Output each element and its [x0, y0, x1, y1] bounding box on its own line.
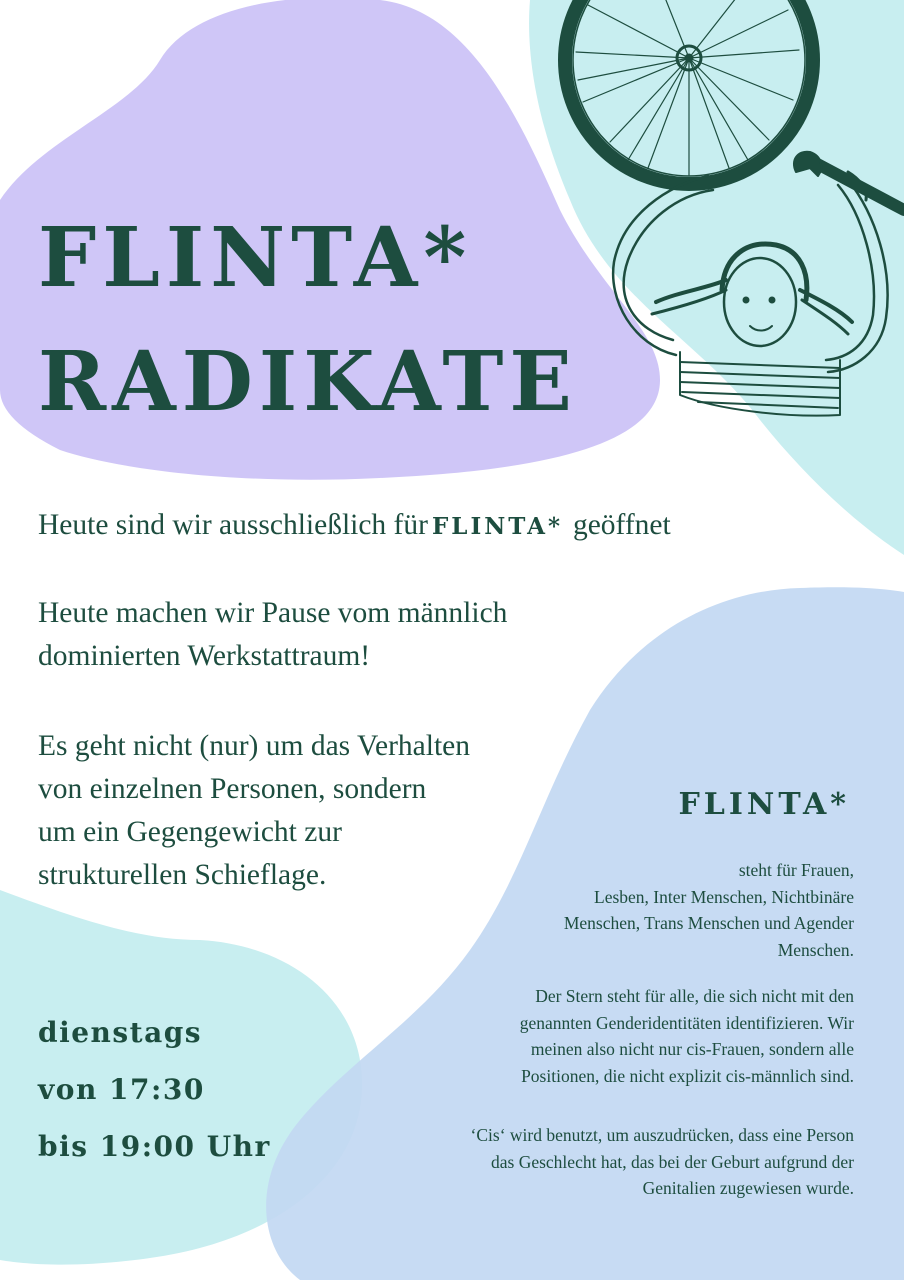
intro-line [38, 504, 671, 548]
head [652, 244, 852, 346]
definition-paragraph-1 [564, 857, 854, 963]
schedule-end-time: bis 19:00 Uhr [38, 1130, 271, 1163]
paragraph-line: dominierten Werkstattraum! [38, 640, 371, 672]
definition-line: steht für Frauen, [738, 860, 854, 880]
definition-paragraph-3 [471, 1122, 854, 1202]
definition-line: meinen also nicht nur cis-Frauen, sondern alle [530, 1039, 854, 1060]
paragraph-line: von einzelnen Personen, sondern [38, 773, 427, 805]
definition-line: genannten Genderidentitäten identifizieren. Wir [519, 1012, 854, 1033]
schedule [38, 1004, 271, 1175]
person-lifting-bicycle-wheel-with-wrench-icon [548, 0, 904, 440]
definition-line: das Geschlecht hat, das bei der Geburt aufgrund der [491, 1151, 854, 1172]
title-line-1: FLINTA* [38, 210, 473, 306]
paragraph-line: um ein Gegengewicht zur [38, 816, 342, 848]
intro-text-before: Heute sind wir ausschließlich für [38, 509, 428, 541]
paragraph-line: Heute machen wir Pause vom männlich [38, 597, 508, 629]
definition-line: Menschen. [777, 939, 854, 960]
paragraph-pause [38, 592, 507, 678]
definition-paragraph-2 [520, 983, 854, 1089]
schedule-start-time: von 17:30 [38, 1073, 205, 1106]
intro-text-after: geöffnet [572, 509, 671, 541]
bicycle-wheel [565, 0, 813, 184]
poster-title [38, 196, 578, 444]
definition-line: Genitalien zugewiesen wurde. [642, 1178, 854, 1199]
striped-shirt [680, 352, 840, 416]
paragraph-structure [38, 725, 470, 897]
definition-line: Lesben, Inter Menschen, Nichtbinäre [594, 886, 854, 907]
definition-line: Positionen, die nicht explizit cis-männlich sind. [521, 1065, 854, 1086]
definition-line: Der Stern steht für alle, die sich nicht mit den [535, 986, 854, 1006]
definition-heading: FLINTA* [678, 787, 850, 822]
paragraph-line: Es geht nicht (nur) um das Verhalten [38, 730, 471, 762]
definition-line: Menschen, Trans Menschen und Agender [563, 913, 854, 934]
intro-flinta-highlight: FLINTA* [431, 513, 563, 540]
paragraph-line: strukturellen Schieflage. [38, 859, 327, 891]
title-line-2: RADIKATE [38, 334, 578, 430]
arms [613, 176, 887, 372]
definition-line: ‘Cis‘ wird benutzt, um auszudrücken, dass eine Person [470, 1125, 854, 1145]
schedule-day: dienstags [38, 1016, 203, 1049]
